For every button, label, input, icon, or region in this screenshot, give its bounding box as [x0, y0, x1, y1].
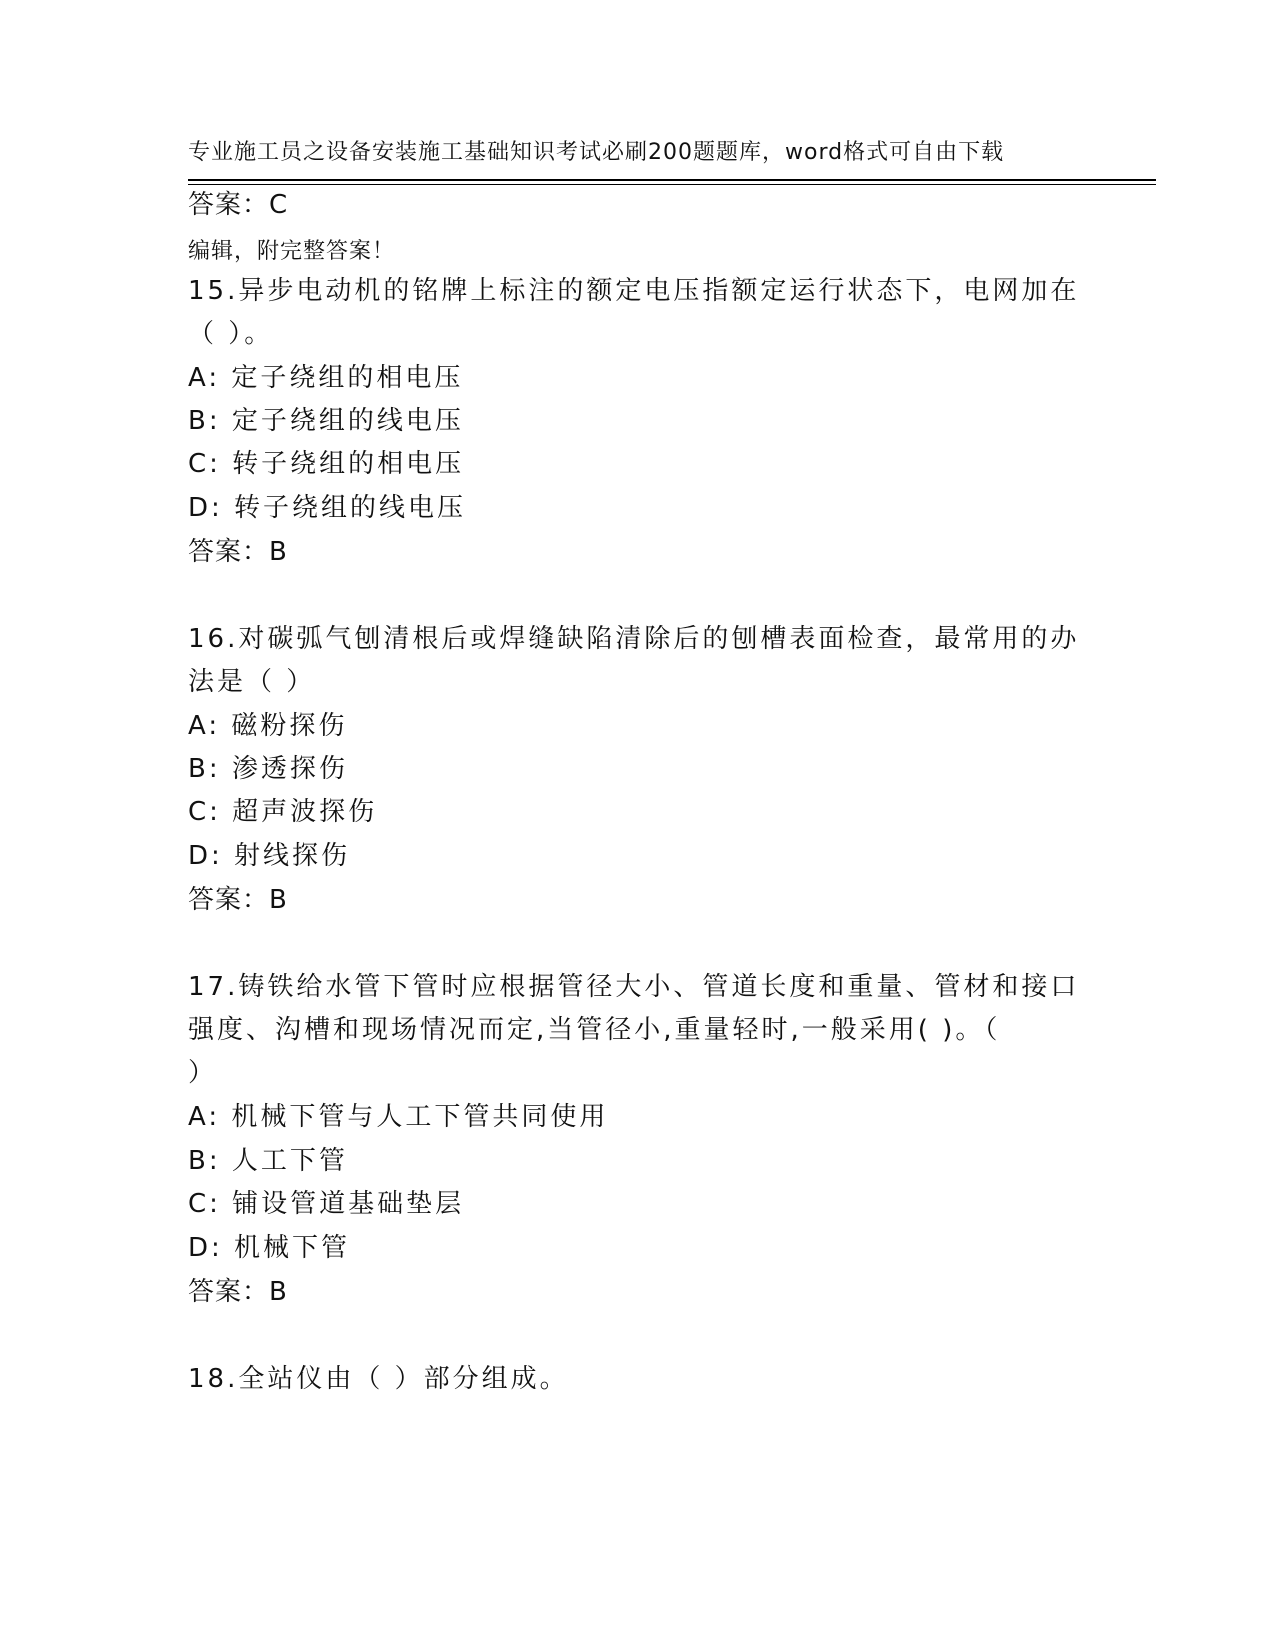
option-a: A: 磁粉探伤 [188, 711, 348, 741]
option-a: A: 机械下管与人工下管共同使用 [188, 1102, 609, 1132]
option-b: B: 人工下管 [188, 1146, 348, 1176]
question-stem-line: 17.铸铁给水管下管时应根据管径大小、管道长度和重量、管材和接口 [188, 972, 1080, 1002]
header-line-2: 编辑，附完整答案！ [188, 239, 396, 264]
option-c: C: 铺设管道基础垫层 [188, 1189, 465, 1219]
answer-label: 答案：B [188, 537, 288, 567]
question-stem-line: （ ）。 [188, 319, 274, 349]
header-divider-thick [188, 179, 1156, 181]
question-stem-line: 法是（ ） [188, 667, 316, 697]
option-a: A: 定子绕组的相电压 [188, 363, 464, 393]
question-stem-line: 强度、沟槽和现场情况而定,当管径小,重量轻时,一般采用( )。（ [188, 1015, 1001, 1045]
option-d: D: 转子绕组的线电压 [188, 493, 467, 523]
option-b: B: 渗透探伤 [188, 754, 348, 784]
question-stem-line: 16.对碳弧气刨清根后或焊缝缺陷清除后的刨槽表面检查，最常用的办 [188, 624, 1080, 654]
option-b: B: 定子绕组的线电压 [188, 406, 464, 436]
option-d: D: 射线探伤 [188, 841, 351, 871]
header-divider-thin [188, 184, 1156, 185]
option-c: C: 超声波探伤 [188, 797, 378, 827]
answer-label: 答案：B [188, 885, 288, 915]
option-c: C: 转子绕组的相电压 [188, 449, 465, 479]
question-stem-line: 15.异步电动机的铭牌上标注的额定电压指额定运行状态下，电网加在 [188, 276, 1080, 306]
answer-label: 答案：B [188, 1277, 288, 1307]
option-d: D: 机械下管 [188, 1233, 351, 1263]
previous-answer: 答案：C [188, 190, 289, 220]
header-line-1: 专业施工员之设备安装施工基础知识考试必刷200题题库，word格式可自由下载 [188, 140, 1005, 165]
question-stem-line: ） [188, 1058, 218, 1088]
question-stem-line: 18.全站仪由（ ）部分组成。 [188, 1364, 569, 1394]
